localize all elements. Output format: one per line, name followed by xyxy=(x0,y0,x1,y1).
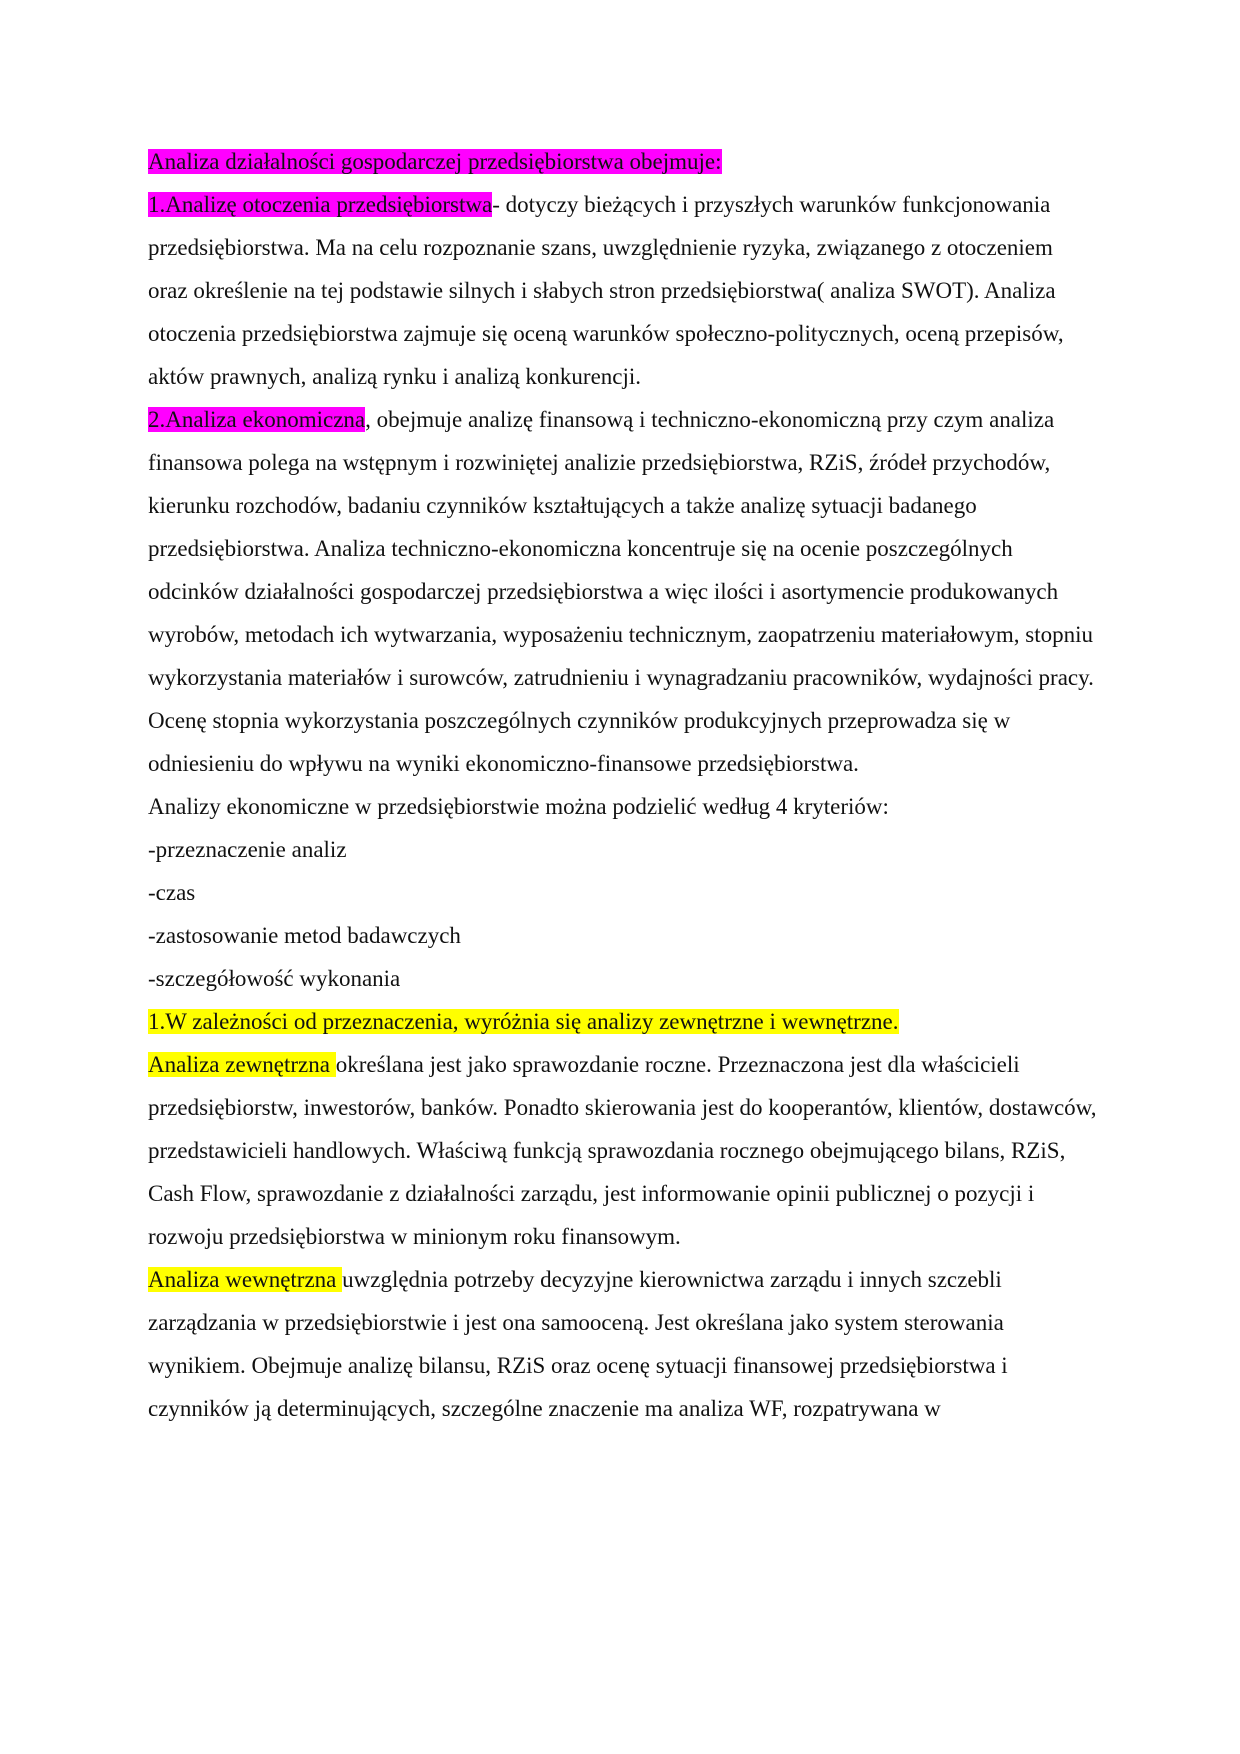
section2-paragraph xyxy=(148,398,1098,484)
external-analysis-paragraph xyxy=(148,1043,1098,1258)
document-page xyxy=(148,140,1098,1430)
external-analysis-highlight: Analiza zewnętrzna xyxy=(148,1052,336,1077)
criteria-item: -czas xyxy=(148,880,196,905)
criteria-item: -zastosowanie metod badawczych xyxy=(148,923,461,948)
external-analysis-text: określana jest jako sprawozdanie roczne. Przeznaczona jest dla właścicieli przedsiębiorstw, inwestorów, banków. Ponadto skierowania jest do kooperantów, klientów, dostawców, przedstawicieli handlowych. Właściwą funkcją sprawozdania rocznego obejmującego bilans, RZiS, Cash Flow, sprawozdanie z działalności zarządu, jest informowanie opinii publicznej o pozycji i rozwoju przedsiębiorstwa w minionym roku finansowym. xyxy=(148,1052,1097,1249)
subheading-highlight: 1.W zależności od przeznaczenia, wyróżnia się analizy zewnętrzne i wewnętrzne. xyxy=(148,1009,899,1034)
section2-highlight: 2.Analiza ekonomiczna xyxy=(148,407,366,432)
paragraph-kierunku: kierunku rozchodów, badaniu czynników kształtujących a także analizę sytuacji badanego przedsiębiorstwa. Analiza techniczno-ekonomiczna koncentruje się na ocenie poszczególnych odcinków działalności gospodarczej przedsiębiorstwa a więc ilości i asortymencie produkowanych wyrobów, metodach ich wytwarzania, wyposażeniu technicznym, zaopatrzeniu materiałowym, stopniu wykorzystania materiałów i surowców, zatrudnieniu i wynagradzaniu pracowników, wydajności pracy. Ocenę stopnia wykorzystania poszczególnych czynników produkcyjnych przeprowadza się w odniesieniu do wpływu na wyniki ekonomiczno-finansowe przedsiębiorstwa. xyxy=(148,493,1094,776)
subheading-destination xyxy=(148,1000,1098,1043)
section2-text: , obejmuje analizę finansową i techniczno-ekonomiczną przy czym analiza finansowa polega na wstępnym i rozwiniętej analizie przedsiębiorstwa, RZiS, źródeł przychodów, xyxy=(148,407,1055,475)
internal-analysis-text: uwzględnia potrzeby decyzyjne kierownictwa zarządu i innych szczebli zarządzania w przedsiębiorstwie i jest ona samooceną. Jest określana jako system sterowania wynikiem. Obejmuje analizę bilansu, RZiS oraz ocenę sytuacji finansowej przedsiębiorstwa i czynników ją determinujących, szczególne znaczenie ma analiza WF, rozpatrywana w xyxy=(148,1267,1008,1421)
section1-paragraph xyxy=(148,183,1098,398)
document-heading xyxy=(148,140,1098,183)
criteria-item: -przeznaczenie analiz xyxy=(148,837,347,862)
section1-text: - dotyczy bieżących i przyszłych warunków funkcjonowania przedsiębiorstwa. Ma na celu rozpoznanie szans, uwzględnienie ryzyka, związanego z otoczeniem oraz określenie na tej podstawie silnych i słabych stron przedsiębiorstwa( analiza SWOT). Analiza otoczenia przedsiębiorstwa zajmuje się oceną warunków społeczno-politycznych, oceną przepisów, aktów prawnych, analizą rynku i analizą konkurencji. xyxy=(148,192,1064,389)
internal-analysis-highlight: Analiza wewnętrzna xyxy=(148,1267,343,1292)
criteria-item: -szczegółowość wykonania xyxy=(148,966,401,991)
heading-highlight: Analiza działalności gospodarczej przedsiębiorstwa obejmuje: xyxy=(148,149,722,174)
criteria-intro: Analizy ekonomiczne w przedsiębiorstwie można podzielić według 4 kryteriów: xyxy=(148,794,889,819)
internal-analysis-paragraph xyxy=(148,1258,1098,1430)
section1-highlight: 1.Analizę otoczenia przedsiębiorstwa xyxy=(148,192,493,217)
